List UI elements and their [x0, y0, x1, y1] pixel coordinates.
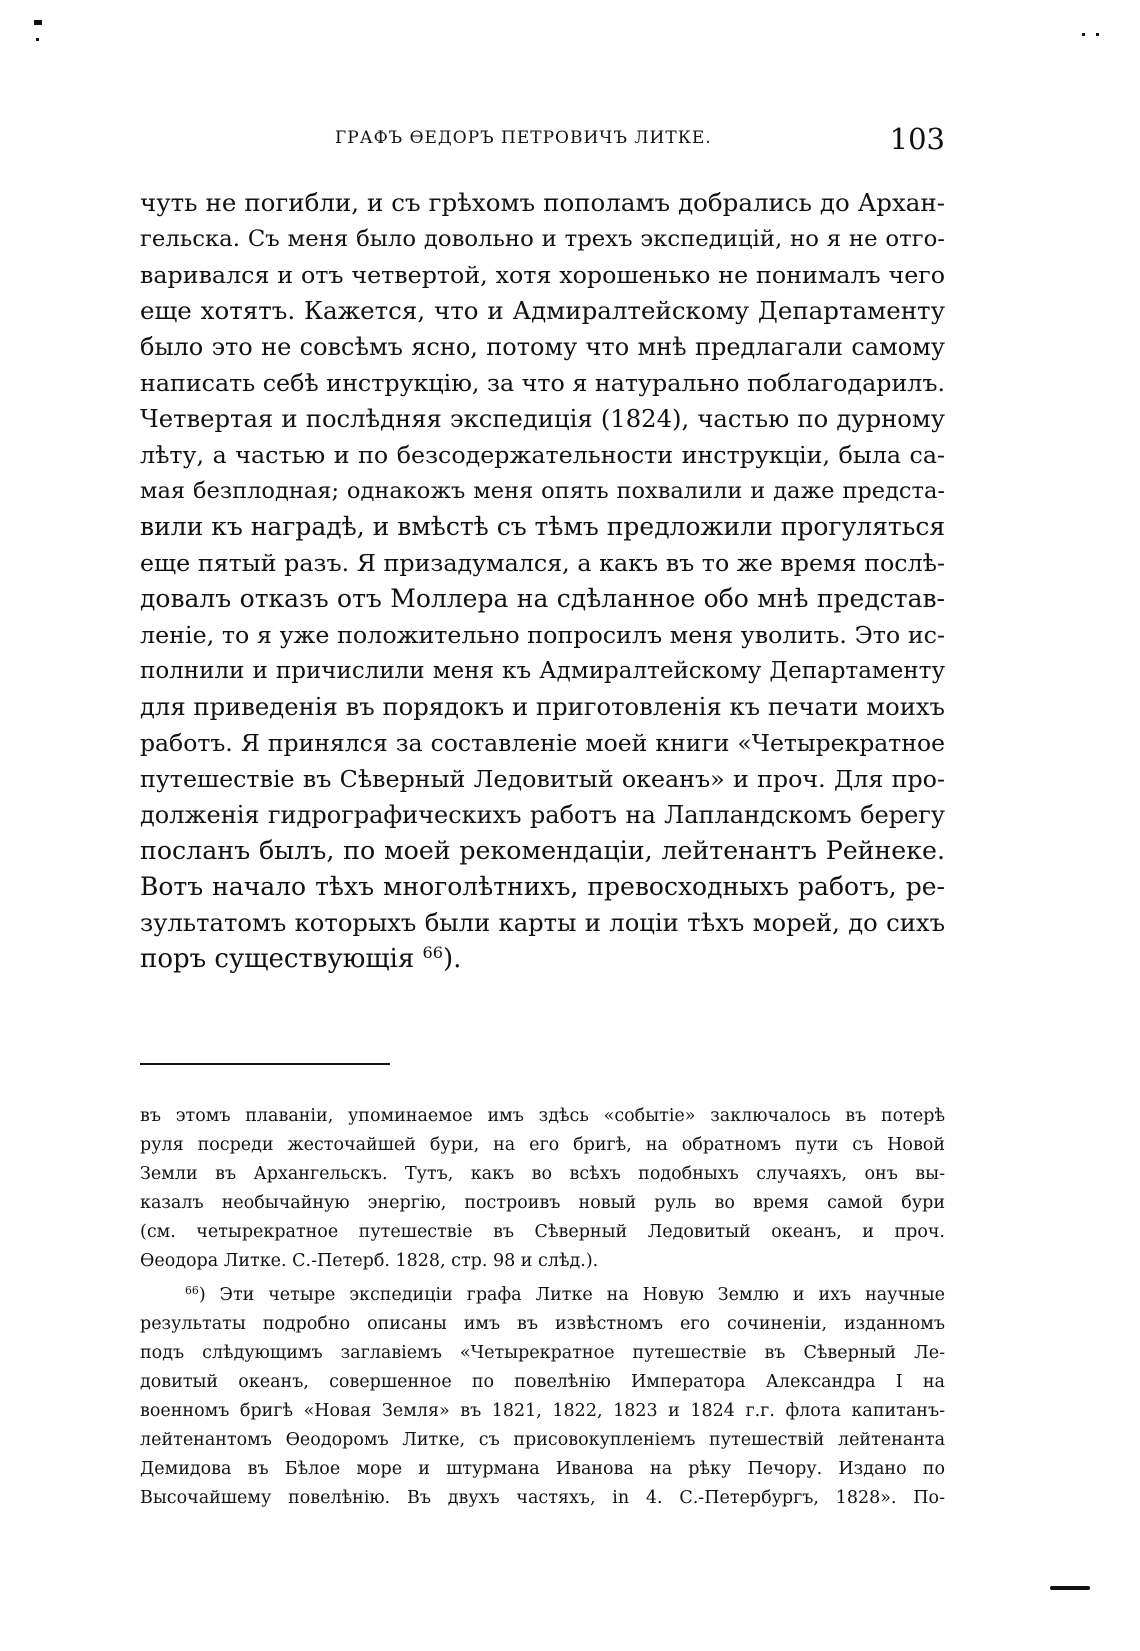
text-line: еще хотятъ. Кажется, что и Адмиралтейскому Департаменту	[140, 296, 945, 325]
footnote-line: лейтенантомъ Ѳеодоромъ Литке, съ присовокупленіемъ путешествій лейтенанта	[140, 1430, 945, 1450]
scan-speck	[1096, 33, 1099, 36]
footnote-line: руля посреди жесточайшей бури, на его бригѣ, на обратномъ пути съ Новой	[140, 1135, 945, 1155]
text-line: для приведенія въ порядокъ и приготовленія къ печати моихъ	[140, 692, 945, 721]
footnote-line: казалъ необычайную энергію, построивъ новый руль во время самой бури	[140, 1193, 945, 1213]
scan-speck	[1082, 33, 1085, 36]
scan-speck	[36, 38, 39, 41]
footnote-line: военномъ бригѣ «Новая Земля» въ 1821, 1822, 1823 и 1824 г.г. флота капитанъ-	[140, 1401, 945, 1421]
footnote-number: 66	[185, 1284, 199, 1298]
text-line: леніе, то я уже положительно попросилъ меня уволить. Это ис-	[140, 621, 945, 649]
text-line: Вотъ начало тѣхъ многолѣтнихъ, превосходныхъ работъ, ре-	[140, 872, 945, 901]
text-line-end: ).	[443, 944, 462, 974]
text-line: посланъ былъ, по моей рекомендаціи, лейтенантъ Рейнеке.	[140, 836, 945, 865]
text-line: еще пятый разъ. Я призадумался, а какъ въ то же время послѣ-	[140, 549, 945, 577]
text-line: лѣту, а частью и по безсодержательности инструкціи, была са-	[140, 441, 945, 469]
footnote-line: результаты подробно описаны имъ въ извѣстномъ его сочиненіи, изданномъ	[140, 1314, 945, 1334]
footnote-66-start	[140, 1281, 945, 1310]
footnote-divider	[140, 1063, 390, 1065]
footnote-line: Высочайшему повелѣнію. Въ двухъ частяхъ, in 4. С.-Петербургъ, 1828». По-	[140, 1488, 945, 1508]
page-number: 103	[889, 122, 945, 156]
text-line: зультатомъ которыхъ были карты и лоціи тѣхъ морей, до сихъ	[140, 908, 945, 937]
text-line: путешествіе въ Сѣверный Ледовитый океанъ» и проч. Для про-	[140, 765, 945, 793]
text-line: написать себѣ инструкцію, за что я натурально поблагодарилъ.	[140, 369, 946, 397]
text-line: гельска. Съ меня было довольно и трехъ экспедицій, но я не отго-	[140, 226, 945, 252]
footnote-line: (см. четырекратное путешествіе въ Сѣверный Ледовитый океанъ, и проч.	[140, 1222, 945, 1242]
text-line: чуть не погибли, и съ грѣхомъ пополамъ добрались до Архан-	[140, 188, 945, 217]
footnote-line-content: ) Эти четыре экспедиціи графа Литке на Новую Землю и ихъ научные	[198, 1285, 945, 1305]
text-line: Четвертая и послѣдняя экспедиція (1824), частью по дурному	[140, 404, 945, 433]
text-line-content: поръ существующія	[140, 944, 415, 974]
scan-speck	[34, 20, 42, 25]
text-line: варивался и отъ четвертой, хотя хорошенько не понималъ чего	[140, 261, 945, 289]
text-line: вили къ наградѣ, и вмѣстѣ съ тѣмъ предложили прогуляться	[140, 512, 946, 541]
text-line-last	[140, 941, 945, 977]
running-title: ГРАФЪ ѲЕДОРЪ ПЕТРОВИЧЪ ЛИТКЕ.	[335, 128, 712, 148]
text-line: было это не совсѣмъ ясно, потому что мнѣ предлагали самому	[140, 333, 945, 361]
footnote-line: довитый океанъ, совершенное по повелѣнію Императора Александра I на	[140, 1372, 945, 1392]
text-line: довалъ отказъ отъ Моллера на сдѣланное обо мнѣ представ-	[140, 584, 945, 613]
scan-smudge	[1050, 1586, 1090, 1590]
footnote-line: Демидова въ Бѣлое море и штурмана Иванова на рѣку Печору. Издано по	[140, 1459, 945, 1479]
text-line: полнили и причислили меня къ Адмиралтейскому Департаменту	[140, 658, 945, 684]
text-line: долженія гидрографическихъ работъ на Лапландскомъ берегу	[140, 801, 945, 829]
text-line: мая безплодная; однакожъ меня опять похвалили и даже предста-	[140, 478, 945, 504]
footnotes	[140, 1102, 945, 1513]
footnote-line: въ этомъ плаваніи, упоминаемое имъ здѣсь «событіе» заключалось въ потерѣ	[140, 1106, 945, 1126]
text-line: работъ. Я принялся за составленіе моей книги «Четырекратное	[140, 729, 945, 757]
main-text	[140, 185, 945, 977]
page-header	[140, 122, 945, 162]
footnote-ref[interactable]: 66	[422, 943, 444, 963]
footnote-line: Ѳеодора Литке. С.-Петерб. 1828, стр. 98 и слѣд.).	[140, 1251, 599, 1271]
footnote-line: подъ слѣдующимъ заглавіемъ «Четырекратное путешествіе въ Сѣверный Ле-	[140, 1343, 945, 1363]
footnote-line: Земли въ Архангельскъ. Тутъ, какъ во всѣхъ подобныхъ случаяхъ, онъ вы-	[140, 1164, 945, 1184]
